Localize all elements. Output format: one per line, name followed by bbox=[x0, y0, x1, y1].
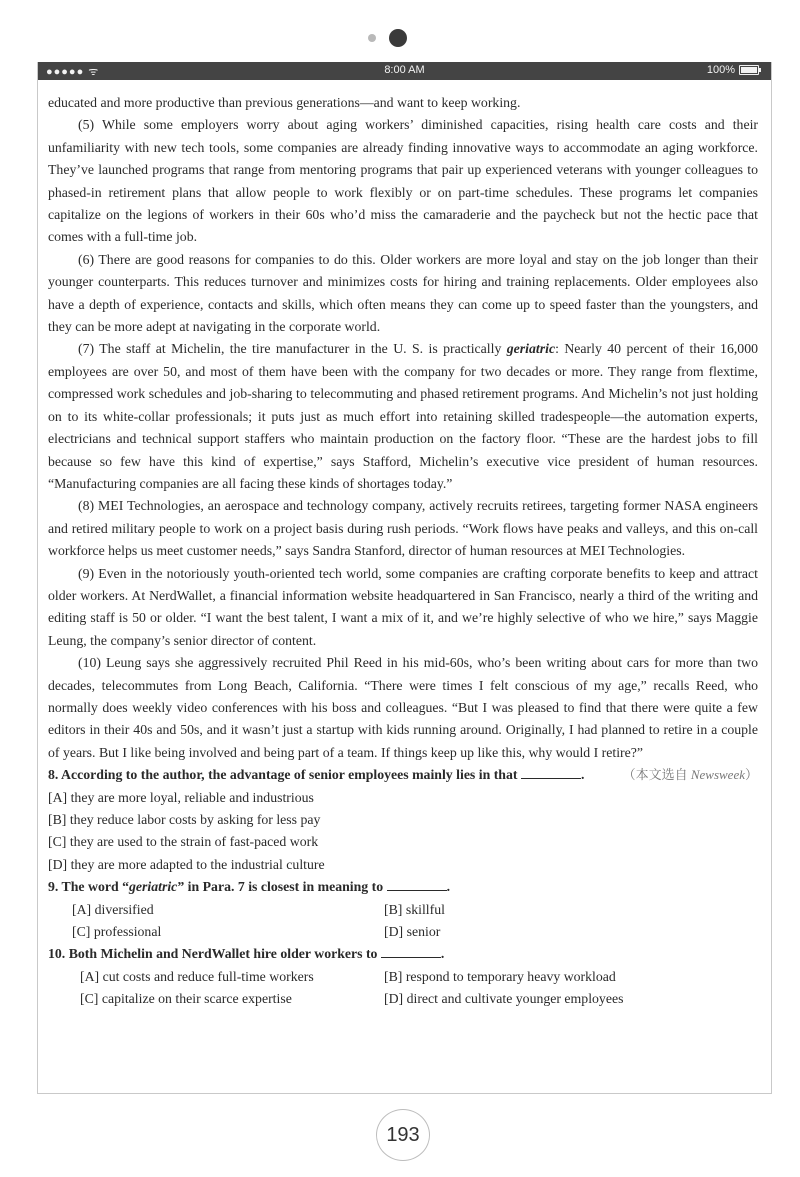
q9-options-row-2 bbox=[48, 921, 758, 943]
q9-options-row-1 bbox=[48, 899, 758, 921]
battery-status bbox=[707, 64, 759, 76]
source-prefix: （本文选自 bbox=[622, 767, 691, 783]
page-number: 193 bbox=[376, 1109, 430, 1161]
q10-options-row-1 bbox=[48, 966, 758, 988]
q9-option-c[interactable]: [C] professional bbox=[72, 924, 162, 940]
question-8-end: . bbox=[580, 767, 585, 783]
question-9 bbox=[48, 876, 758, 898]
source-name: Newsweek bbox=[690, 767, 745, 783]
question-8-stem: 8. According to the author, the advantage of senior employees mainly lies in that bbox=[48, 767, 518, 783]
paragraph-7-start: (7) The staff at Michelin, the tire manufacturer in the U. S. is practically bbox=[78, 341, 507, 357]
q8-option-a[interactable]: [A] they are more loyal, reliable and industrious bbox=[48, 789, 314, 805]
question-10-end: . bbox=[440, 946, 445, 962]
q9-option-a[interactable]: [A] diversified bbox=[72, 901, 154, 917]
q10-option-d[interactable]: [D] direct and cultivate younger employees bbox=[384, 991, 624, 1007]
q10-option-a[interactable]: [A] cut costs and reduce full-time workers bbox=[80, 968, 314, 984]
answer-blank bbox=[521, 766, 581, 779]
question-9-end: . bbox=[446, 879, 451, 895]
keyword-geriatric: geriatric bbox=[506, 341, 556, 357]
question-9-word: geriatric bbox=[129, 879, 178, 895]
source-suffix: ） bbox=[744, 767, 758, 783]
signal-icon: ●●●●● ᯤ bbox=[46, 66, 100, 78]
q10-option-c[interactable]: [C] capitalize on their scarce expertise bbox=[80, 991, 292, 1007]
status-bar bbox=[38, 62, 771, 80]
paragraph-10-text: (10) Leung says she aggressively recruited Phil Reed in his mid-60s, who’s been writing about cars for more than two decades, telecommutes from Long Beach, California. “There were times I felt conscious of my age,” recalls Reed, who normally does weekly video conferences with his boss and colleagues. “But I was pleased to find that there were quite a few editors in their 40s and 50s, and it wasn’t just a startup with kids running around. Originally, I had planned to retire in a couple of years. But I like being involved and being part of a team. If things keep up like this, why would I retire?” bbox=[48, 655, 758, 760]
paragraph-6: (6) There are good reasons for companies to do this. Older workers are more loyal and stay on the job longer than their younger counterparts. This reduces turnover and minimizes costs for hiring and training replacements. Older employees also have a depth of experience, contacts and skills, which often means they can come up to speed faster than the youngsters, and they can be more adept at navigating in the corporate world. bbox=[48, 251, 758, 335]
q10-option-b[interactable]: [B] respond to temporary heavy workload bbox=[384, 968, 616, 984]
q10-options-row-2 bbox=[48, 988, 758, 1010]
article-content bbox=[48, 92, 758, 1011]
paragraph-5: (5) While some employers worry about aging workers’ diminished capacities, rising health care costs and their unfamiliarity with new tech tools, some companies are already finding innovative ways to accommodate an aging workforce. They’ve launched programs that range from mentoring programs that pair up experienced veterans with younger colleagues to phased-in retirement plans that allow people to work flexibly or on part-time schedules. These programs let companies capitalize on the legions of workers in their 60s who’d miss the camaraderie and the paycheck but not the hectic pace that comes with a full-time job. bbox=[48, 117, 758, 245]
q8-option-b[interactable]: [B] they reduce labor costs by asking for less pay bbox=[48, 812, 321, 827]
q8-option-c[interactable]: [C] they are used to the strain of fast-paced work bbox=[48, 834, 319, 850]
paragraph-9: (9) Even in the notoriously youth-oriented tech world, some companies are crafting corporate benefits to keep and attract older workers. At NerdWallet, a financial information website headquartered in San Francisco, nearly a third of the writing and editing staff is 50 or older. “I want the best talent, I want a mix of it, and we’re highly selective of who we hire,” says Maggie Leung, the company’s senior director of content. bbox=[48, 565, 758, 648]
screen bbox=[37, 62, 772, 1094]
battery-percent: 100% bbox=[706, 64, 735, 76]
question-9-stem-end: ” in Para. 7 is closest in meaning to bbox=[177, 879, 384, 895]
question-10-stem: 10. Both Michelin and NerdWallet hire older workers to bbox=[48, 946, 378, 962]
status-time: 8:00 AM bbox=[384, 64, 425, 76]
question-10 bbox=[48, 943, 758, 965]
paragraph-8: (8) MEI Technologies, an aerospace and technology company, actively recruits retirees, targeting former NASA engineers and retired military people to work on a project basis during rush periods. “Work flows have peaks and valleys, and this on-call workforce helps us meet customer needs,” says Sandra Stanford, director of human resources at MEI Technologies. bbox=[48, 498, 758, 559]
sensor-dot bbox=[368, 34, 376, 42]
answer-blank bbox=[387, 878, 447, 891]
q9-option-d[interactable]: [D] senior bbox=[384, 924, 441, 940]
question-9-stem-start: 9. The word “ bbox=[48, 879, 130, 895]
paragraph-7 bbox=[48, 338, 758, 495]
q9-option-b[interactable]: [B] skillful bbox=[384, 901, 445, 917]
q8-option-d[interactable]: [D] they are more adapted to the industrial culture bbox=[48, 856, 325, 872]
camera-icon bbox=[389, 29, 407, 47]
article-source bbox=[593, 764, 758, 786]
battery-icon bbox=[739, 65, 759, 75]
paragraph-7-rest: : Nearly 40 percent of their 16,000 employees are over 50, and most of them have been with the company for two decades or more. They range from flextime, compressed work schedules and job-sharing to telecommuting and phased retirement programs. And Michelin’s not just holding on to its white-collar professionals; it puts just as much effort into retaining skilled tradespeople—the automation experts, electricians and technical support staffers who maintain production on the factory floor. “These are the hardest jobs to fill because so few have this kind of expertise,” says Stafford, Michelin’s executive vice president of human resources. “Manufacturing companies are all facing these kinds of shortages today.” bbox=[48, 341, 758, 491]
paragraph-continued: educated and more productive than previous generations—and want to keep working. bbox=[48, 95, 521, 110]
answer-blank bbox=[381, 945, 441, 958]
